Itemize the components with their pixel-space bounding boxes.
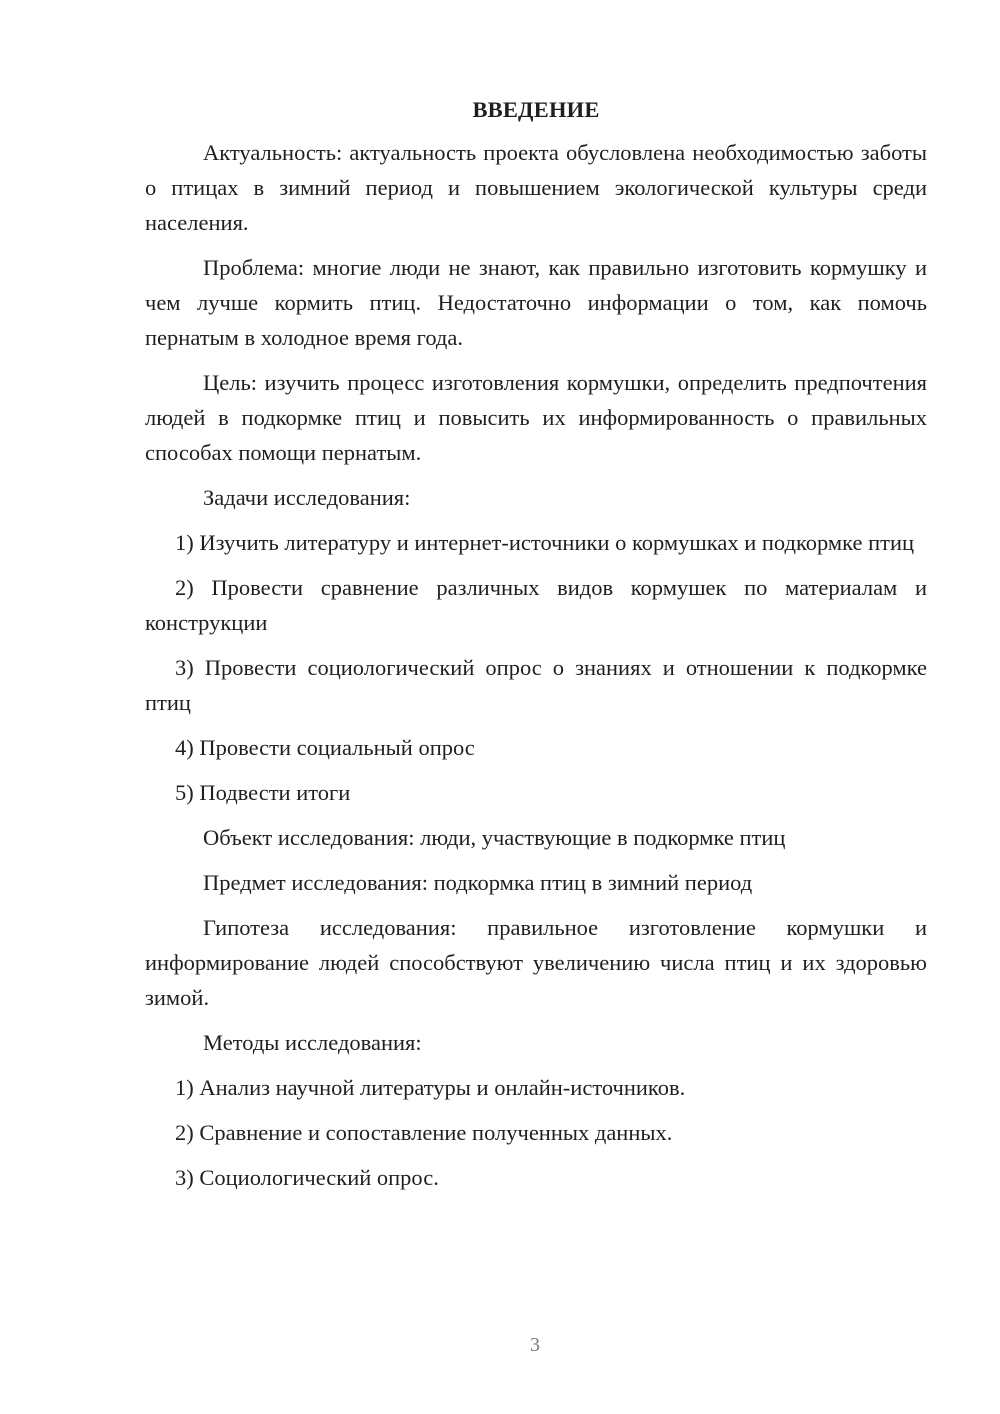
object-paragraph: Объект исследования: люди, участвующие в подкормке птиц [203,825,786,850]
task-item: 4) Провести социальный опрос [175,735,475,760]
document-page [145,92,927,1205]
method-item: 1) Анализ научной литературы и онлайн-источников. [175,1075,686,1100]
task-item: 5) Подвести итоги [175,780,351,805]
method-item: 2) Сравнение и сопоставление полученных данных. [175,1120,673,1145]
task-item: 1) Изучить литературу и интернет-источники о кормушках и подкормке птиц [175,530,915,555]
page-number: 3 [530,1334,540,1356]
goal-paragraph: Цель: изучить процесс изготовления кормушки, определить предпочтения людей в подкормке птиц и повысить их информированность о правильных способах помощи пернатым. [145,370,927,465]
task-item: 2) Провести сравнение различных видов кормушек по материалам и конструкции [145,575,927,635]
tasks-heading: Задачи исследования: [203,485,411,510]
page-title: ВВЕДЕНИЕ [472,97,600,122]
subject-paragraph: Предмет исследования: подкормка птиц в зимний период [203,870,753,895]
hypothesis-paragraph: Гипотеза исследования: правильное изготовление кормушки и информирование людей способствуют увеличению числа птиц и их здоровью зимой. [145,915,927,1010]
relevance-paragraph: Актуальность: актуальность проекта обусловлена необходимостью заботы о птицах в зимний период и повышением экологической культуры среди населения. [145,140,927,235]
task-item: 3) Провести социологический опрос о знаниях и отношении к подкормке птиц [145,655,927,715]
problem-paragraph: Проблема: многие люди не знают, как правильно изготовить кормушку и чем лучше кормить птиц. Недостаточно информации о том, как помочь пернатым в холодное время года. [145,255,927,350]
methods-heading: Методы исследования: [203,1030,422,1055]
method-item: 3) Социологический опрос. [175,1165,439,1190]
